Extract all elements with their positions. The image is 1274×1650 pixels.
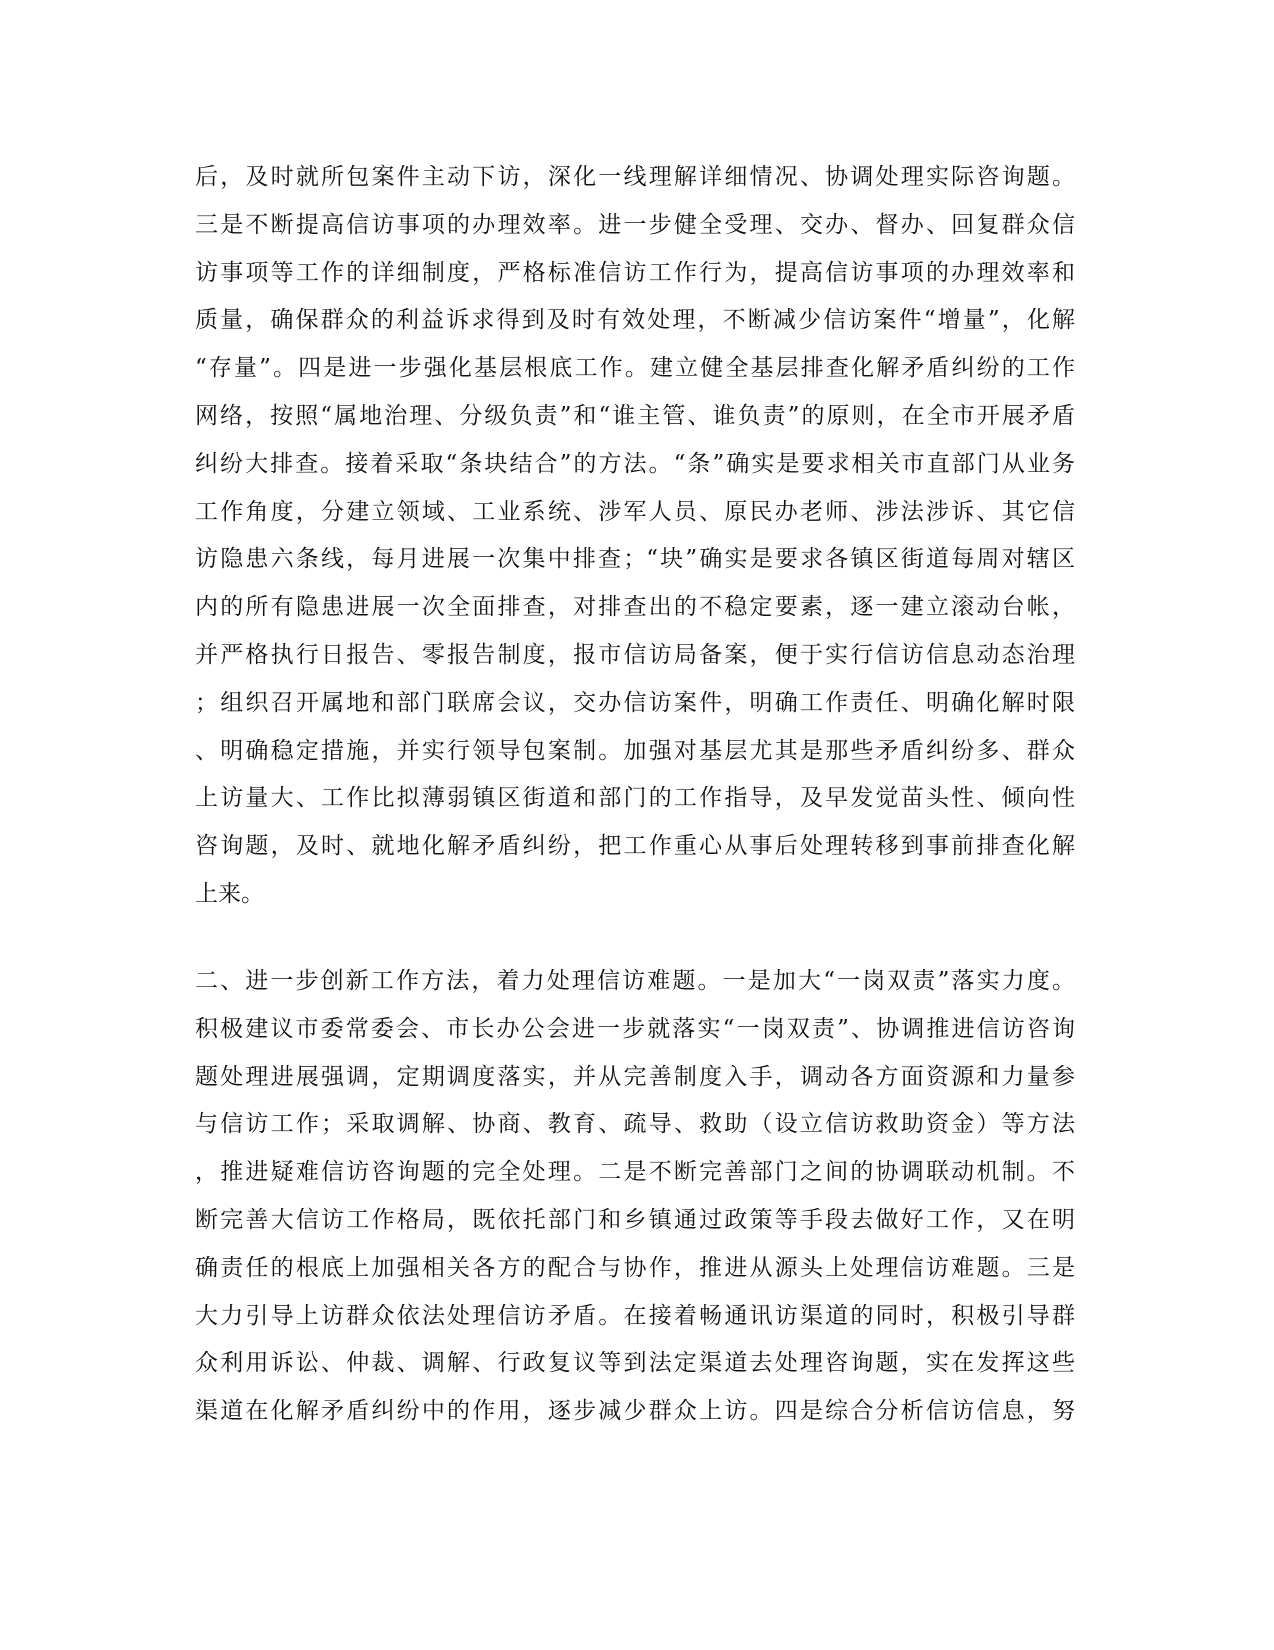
text-line: 大力引导上访群众依法处理信访矛盾。在接着畅通讯访渠道的同时，积极引导群 — [195, 1302, 1075, 1329]
text-line: 三是不断提高信访事项的办理效率。进一步健全受理、交办、督办、回复群众信 — [195, 211, 1075, 238]
paragraph-2 — [195, 958, 1075, 1436]
text-line: 积极建议市委常委会、市长办公会进一步就落实“一岗双责”、协调推进信访咨询 — [195, 1015, 1075, 1042]
text-line: ，推进疑难信访咨询题的完全处理。二是不断完善部门之间的协调联动机制。不 — [195, 1159, 1075, 1186]
text-line: 咨询题，及时、就地化解矛盾纠纷，把工作重心从事后处理转移到事前排查化解 — [195, 833, 1075, 860]
text-line: 确责任的根底上加强相关各方的配合与协作，推进从源头上处理信访难题。三是 — [195, 1254, 1075, 1281]
text-line: “存量”。四是进一步强化基层根底工作。建立健全基层排查化解矛盾纠纷的工作 — [195, 355, 1075, 382]
text-line: 网络，按照“属地治理、分级负责”和“谁主管、谁负责”的原则，在全市开展矛盾 — [195, 402, 1075, 429]
text-line: 后，及时就所包案件主动下访，深化一线理解详细情况、协调处理实际咨询题。 — [195, 164, 1075, 190]
text-line: 断完善大信访工作格局，既依托部门和乡镇通过政策等手段去做好工作，又在明 — [195, 1206, 1075, 1233]
paragraph-1 — [195, 154, 1075, 919]
text-line: 并严格执行日报告、零报告制度，报市信访局备案，便于实行信访信息动态治理 — [195, 641, 1075, 668]
text-line: 质量，确保群众的利益诉求得到及时有效处理，不断减少信访案件“增量”，化解 — [195, 307, 1075, 334]
text-line: 上来。 — [195, 880, 264, 907]
text-line: 访事项等工作的详细制度，严格标准信访工作行为，提高信访事项的办理效率和 — [195, 259, 1075, 286]
text-line: 纠纷大排查。接着采取“条块结合”的方法。“条”确实是要求相关市直部门从业务 — [195, 450, 1075, 477]
text-line: 二、进一步创新工作方法，着力处理信访难题。一是加大“一岗双责”落实力度。 — [195, 968, 1075, 994]
text-line: 众利用诉讼、仲裁、调解、行政复议等到法定渠道去处理咨询题，实在发挥这些 — [195, 1350, 1075, 1377]
text-line: 渠道在化解矛盾纠纷中的作用，逐步减少群众上访。四是综合分析信访信息，努 — [195, 1398, 1075, 1425]
text-line: 与信访工作；采取调解、协商、教育、疏导、救助（设立信访救助资金）等方法 — [195, 1111, 1075, 1138]
text-line: 上访量大、工作比拟薄弱镇区街道和部门的工作指导，及早发觉苗头性、倾向性 — [195, 785, 1075, 812]
text-line: 访隐患六条线，每月进展一次集中排查；“块”确实是要求各镇区街道每周对辖区 — [195, 546, 1075, 573]
text-line: 工作角度，分建立领域、工业系统、涉军人员、原民办老师、涉法涉诉、其它信 — [195, 498, 1075, 525]
text-line: 题处理进展强调，定期调度落实，并从完善制度入手，调动各方面资源和力量参 — [195, 1063, 1075, 1090]
text-line: 、明确稳定措施，并实行领导包案制。加强对基层尤其是那些矛盾纠纷多、群众 — [195, 737, 1075, 764]
text-line: 内的所有隐患进展一次全面排查，对排查出的不稳定要素，逐一建立滚动台帐， — [195, 594, 1075, 621]
text-line: ；组织召开属地和部门联席会议，交办信访案件，明确工作责任、明确化解时限 — [195, 689, 1075, 716]
